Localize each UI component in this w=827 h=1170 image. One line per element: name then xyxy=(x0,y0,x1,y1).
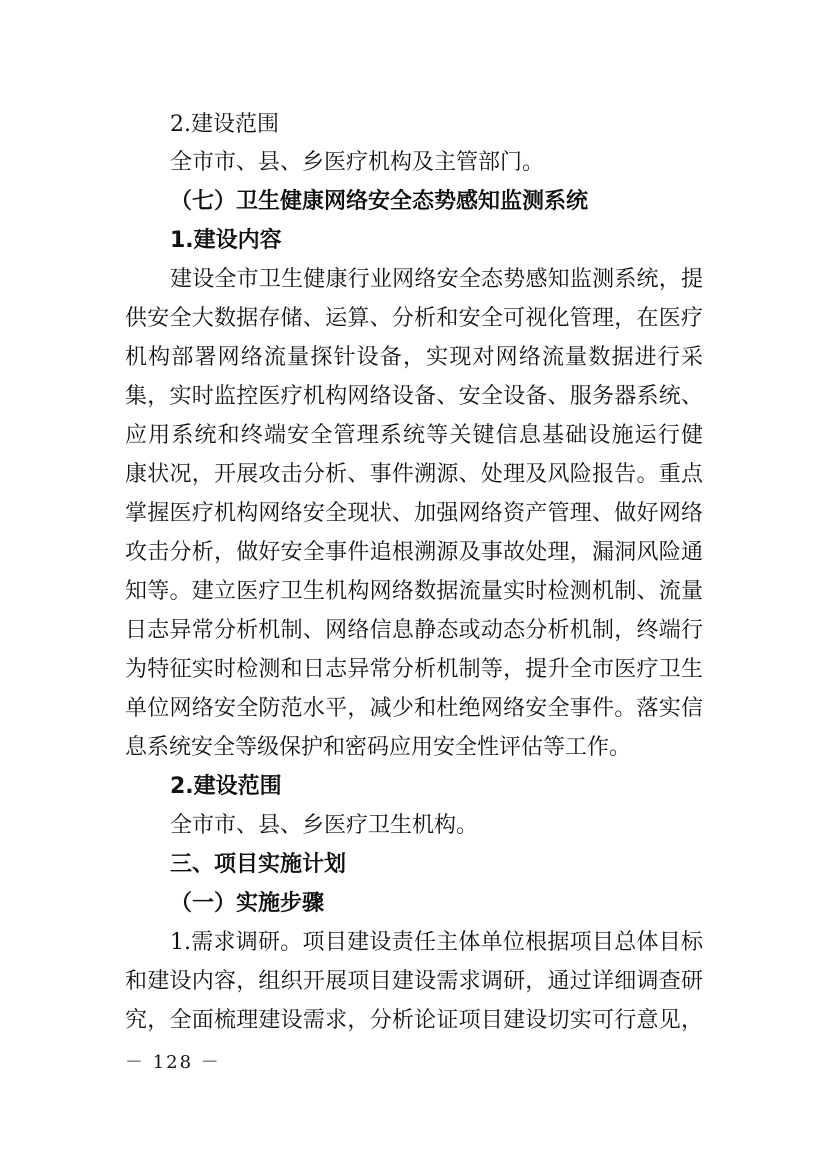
paragraph-text: 全市市、县、乡医疗机构及主管部门。 xyxy=(170,150,545,175)
subheading-content: 1.建设内容 xyxy=(170,228,282,253)
section-heading: （一）实施步骤 xyxy=(170,891,325,916)
paragraph-line: 掌握医疗机构网络安全现状、加强网络资产管理、做好网络 xyxy=(125,501,703,526)
paragraph-line: 日志异常分析机制、网络信息静态或动态分析机制，终端行 xyxy=(125,618,703,643)
chapter-heading: 三、项目实施计划 xyxy=(170,852,347,877)
paragraph-line: 究，全面梳理建设需求，分析论证项目建设切实可行意见， xyxy=(125,1008,703,1033)
paragraph-line: 机构部署网络流量探针设备，实现对网络流量数据进行采 xyxy=(125,345,703,370)
subheading-scope: 2.建设范围 xyxy=(170,774,282,799)
paragraph-line: 康状况，开展攻击分析、事件溯源、处理及风险报告。重点 xyxy=(125,462,703,487)
paragraph-line: 息系统安全等级保护和密码应用安全性评估等工作。 xyxy=(125,735,632,760)
paragraph-line: 知等。建立医疗卫生机构网络数据流量实时检测机制、流量 xyxy=(125,579,703,604)
page-number: － 128 － xyxy=(125,1052,221,1073)
paragraph-line: 1.需求调研。项目建设责任主体单位根据项目总体目标 xyxy=(170,930,703,955)
paragraph-line: 应用系统和终端安全管理系统等关键信息基础设施运行健 xyxy=(125,423,703,448)
paragraph-line: 单位网络安全防范水平，减少和杜绝网络安全事件。落实信 xyxy=(125,696,703,721)
paragraph-line: 为特征实时检测和日志异常分析机制等，提升全市医疗卫生 xyxy=(125,657,703,682)
paragraph-text: 全市市、县、乡医疗卫生机构。 xyxy=(170,813,479,838)
paragraph-line: 集，实时监控医疗机构网络设备、安全设备、服务器系统、 xyxy=(125,384,703,409)
paragraph-line: 建设全市卫生健康行业网络安全态势感知监测系统，提 xyxy=(170,267,703,292)
paragraph-line: 供安全大数据存储、运算、分析和安全可视化管理，在医疗 xyxy=(125,306,703,331)
paragraph-line: 和建设内容，组织开展项目建设需求调研，通过详细调查研 xyxy=(125,969,703,994)
paragraph-line: 攻击分析，做好安全事件追根溯源及事故处理，漏洞风险通 xyxy=(125,540,703,565)
section-heading: （七）卫生健康网络安全态势感知监测系统 xyxy=(170,189,589,214)
subheading-scope: 2.建设范围 xyxy=(170,112,279,137)
